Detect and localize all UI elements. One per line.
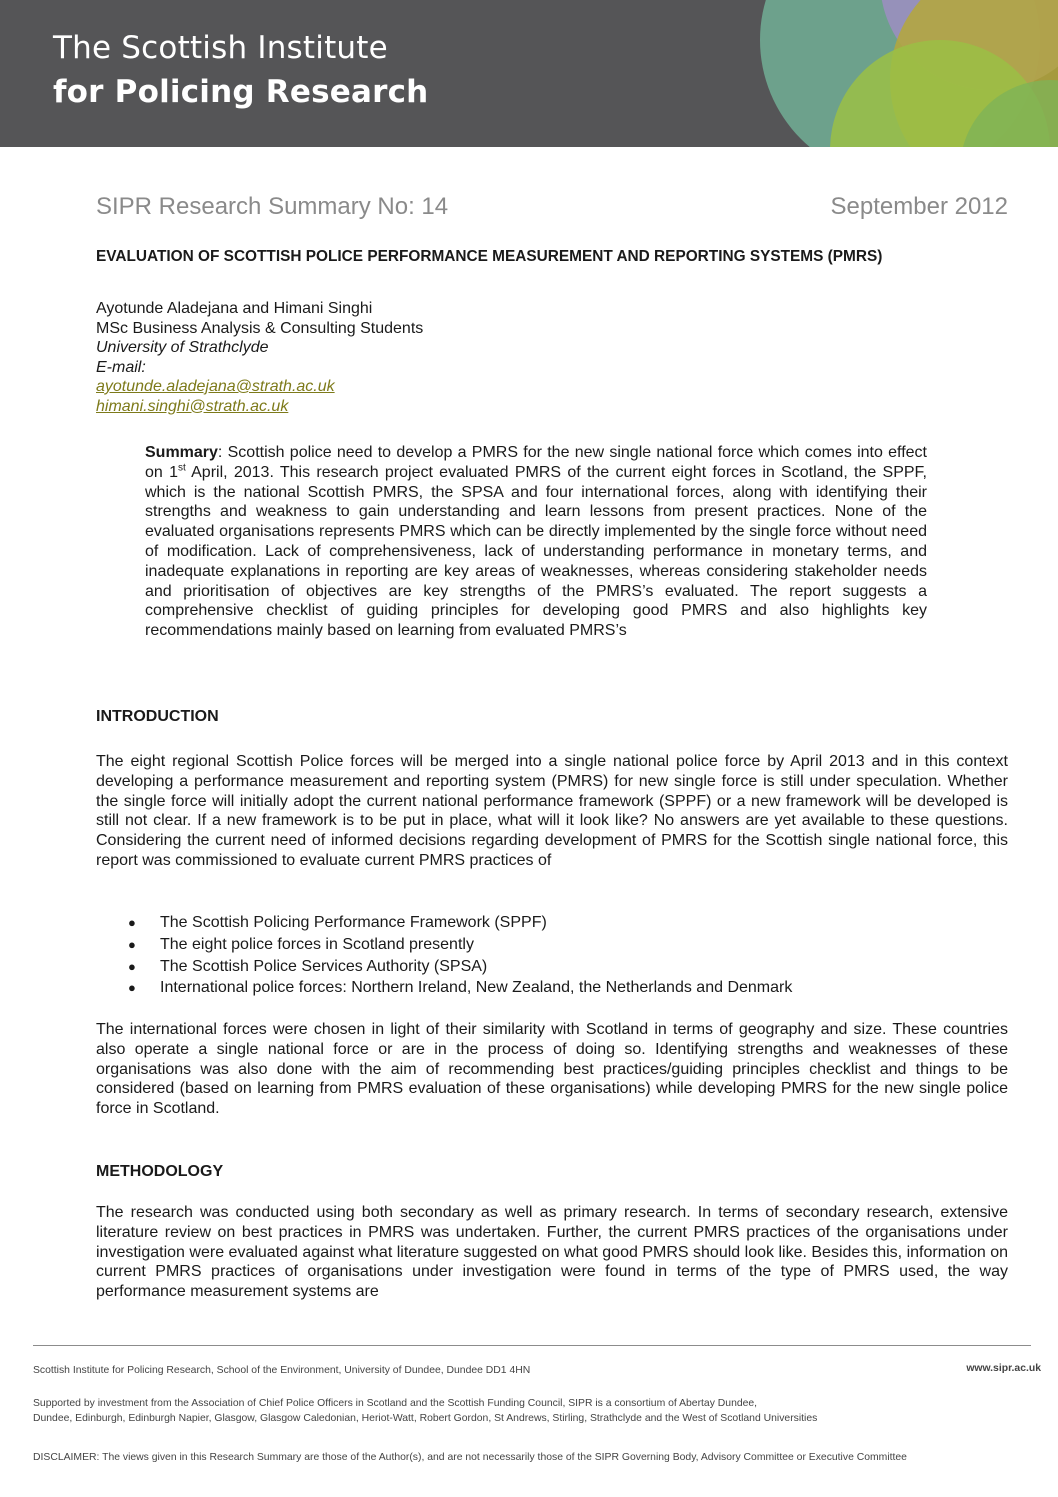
header-banner [0,0,1058,147]
introduction-heading: INTRODUCTION [96,708,219,725]
institute-name-line1: The Scottish Institute [53,30,388,66]
footer-website-link[interactable]: www.sipr.ac.uk [966,1363,1041,1374]
summary-paragraph [145,443,927,641]
introduction-paragraph-1: The eight regional Scottish Police forces will be merged into a single national police force by April 2013 and in this context developing a performance measurement and reporting system (PMRS) for new single force is still under speculation. Whether the single force will initially adopt the current national performance framework (SPPF) or a new framework will be developed is still not clear. If a new framework is to be put in place, what will it look like? No answers are yet available to these questions. Considering the current need of informed decisions regarding development of PMRS for the Scottish single national force, this report was commissioned to evaluate current PMRS practices of [96,753,1008,869]
methodology-paragraph-1: The research was conducted using both secondary as well as primary research. In terms of secondary research, extensive literature review on best practices in PMRS was undertaken. Further, the current PMRS practices of the organisations under investigation were evaluated against what literature suggested on what good PMRS should look like. Besides this, information on current PMRS practices of organisations under investigation were found in terms of the type of PMRS used, the way performance measurement systems are [96,1204,1008,1301]
document-title: EVALUATION OF SCOTTISH POLICE PERFORMANCE MEASUREMENT AND REPORTING SYSTEMS (PMRS) [96,248,883,265]
institute-name-line2: for Policing Research [53,74,429,110]
summary-label: Summary [145,444,218,461]
bullet-icon: ● [128,980,136,996]
list-item: ● The eight police forces in Scotland presently [96,934,1008,956]
footer-disclaimer: DISCLAIMER: The views given in this Research Summary are those of the Author(s), and are not necessarily those of the SIPR Governing Body, Advisory Committee or Executive Committee [33,1452,907,1463]
summary-superscript: st [177,462,186,474]
list-item: ● International police forces: Northern Ireland, New Zealand, the Netherlands and Denmark [96,977,1008,999]
footer-address: Scottish Institute for Policing Research, School of the Environment, University of Dundee, Dundee DD1 4HN [33,1365,531,1376]
footer-support-line2: Dundee, Edinburgh, Edinburgh Napier, Glasgow, Glasgow Caledonian, Heriot-Watt, Robert Gordon, St Andrews, Stirling, Strathclyde and the West of Scotland Universities [33,1413,818,1424]
list-item: ● The Scottish Policing Performance Framework (SPPF) [96,912,1008,934]
bullet-icon: ● [128,958,136,974]
footer-support [33,1396,1041,1426]
series-label: SIPR Research Summary No: 14 [96,193,449,220]
date-label: September 2012 [830,193,1008,220]
footer-divider [33,1345,1031,1346]
email-link-1[interactable]: ayotunde.aladejana@strath.ac.uk [96,378,335,395]
author-role: MSc Business Analysis & Consulting Students [96,319,424,337]
introduction-paragraph-2: The international forces were chosen in light of their similarity with Scotland in terms of geography and size. These countries also operate a single national force or are in the process of doing so. Identifying strengths and weaknesses of these organisations was also done with the aim of recommending best practices/guiding principles checklist and things to be considered (based on learning from PMRS evaluation of these organisations) while developing PMRS for the new single police force in Scotland. [96,1021,1008,1118]
author-names: Ayotunde Aladejana and Himani Singhi [96,300,373,317]
email-label: E-mail: [96,358,146,376]
methodology-heading: METHODOLOGY [96,1163,224,1180]
bullet-icon: ● [128,936,136,952]
footer-support-line1: Supported by investment from the Association of Chief Police Officers in Scotland and the Scottish Funding Council, SIPR is a consortium of Abertay Dundee, [33,1398,758,1409]
bullet-icon: ● [128,915,136,930]
author-block [96,299,696,416]
author-affiliation: University of Strathclyde [96,339,269,356]
summary-text-b: April, 2013. This research project evaluated PMRS of the current eight forces in Scotland, the SPPF, which is the national Scottish PMRS, the SPSA and four international forces, along with identifying their strengths and weakness to gain understanding and learn lessons from present practices. None of the evaluated organisations represents PMRS which can be directly implemented by the single force without need of modification. Lack of comprehensiveness, lack of understanding performance in monetary terms, and inadequate explanations in reporting are key areas of weaknesses, whereas considering stakeholder needs and prioritisation of objectives are key strengths of the PMRS’s evaluated. The report suggests a comprehensive checklist of guiding principles for developing good PMRS and also highlights key recommendations mainly based on learning from evaluated PMRS’s [145,463,928,640]
email-link-2[interactable]: himani.singhi@strath.ac.uk [96,397,289,415]
evaluated-organisations-list [96,912,1008,999]
summary-text-a: : Scottish police need to develop a PMRS for the new single national force which comes into effect on 1 [145,444,927,481]
list-item: ● The Scottish Police Services Authority (SPSA) [96,956,1008,978]
